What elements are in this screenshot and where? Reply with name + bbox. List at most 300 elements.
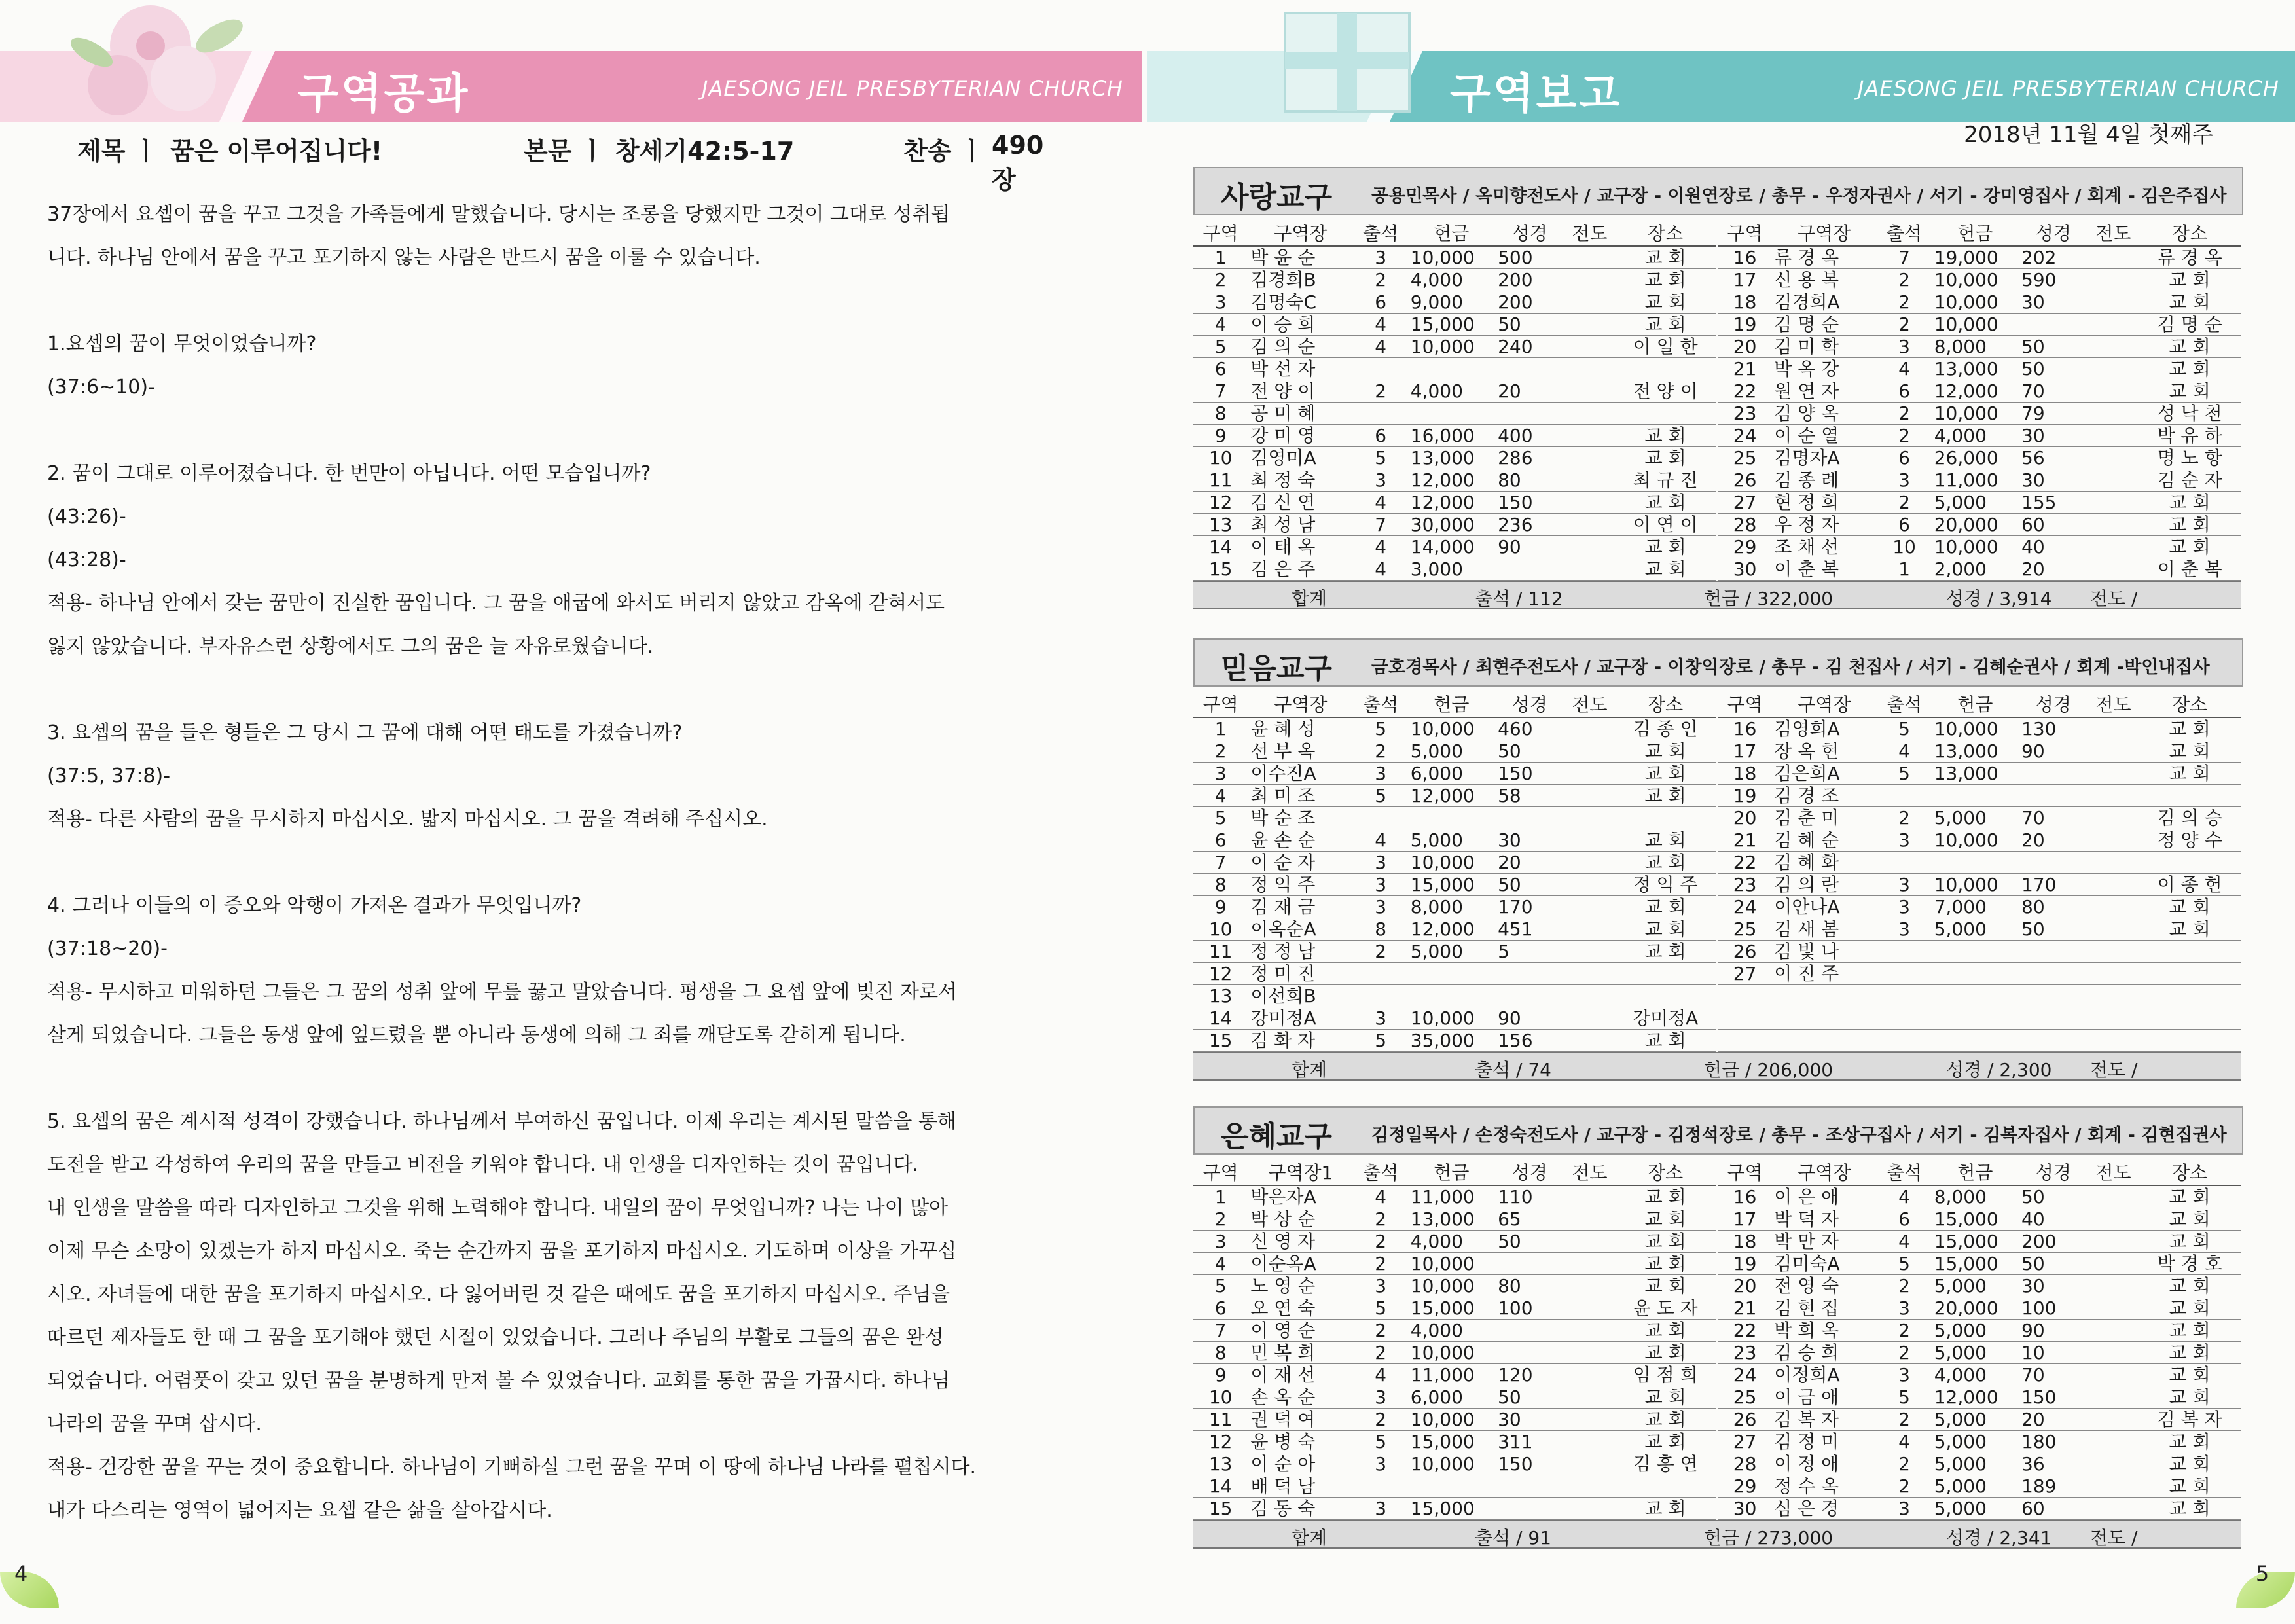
table-cell: 30 (2019, 1275, 2088, 1297)
column-header: 출석 (1877, 691, 1931, 717)
table-cell (1564, 1297, 1616, 1320)
table-cell: 14 (1193, 536, 1248, 558)
table-cell: 20,000 (1932, 514, 2019, 536)
table-cell: 김 의 란 (1771, 874, 1877, 896)
table-cell: 김 흥 연 (1615, 1453, 1717, 1475)
table-cell: 3 (1877, 918, 1931, 941)
table-cell: 2 (1353, 380, 1407, 403)
table-cell (2088, 1453, 2139, 1475)
table-cell: 3 (1353, 1007, 1407, 1030)
table-cell: 2 (1353, 1320, 1407, 1342)
table-cell: 2 (1877, 314, 1931, 336)
table-cell: 1 (1193, 246, 1248, 269)
table-cell: 1 (1877, 558, 1931, 581)
table-cell: 정 익 주 (1248, 874, 1353, 896)
column-header: 구역 (1193, 691, 1248, 717)
table-cell (1495, 1253, 1564, 1275)
table-cell: 교 회 (2139, 1386, 2241, 1409)
table-cell: 김 빛 나 (1771, 941, 1877, 963)
table-cell (1564, 1342, 1616, 1364)
table-cell: 3 (1877, 1364, 1931, 1386)
table-cell (1408, 1475, 1495, 1498)
table-cell: 우 정 자 (1771, 514, 1877, 536)
column-header: 전도 (2088, 219, 2139, 246)
table-cell: 22 (1717, 852, 1771, 874)
table-cell: 30 (1495, 829, 1564, 852)
hymn-number: 490장 (992, 131, 1044, 194)
table-cell: 90 (2019, 1320, 2088, 1342)
table-cell: 50 (2019, 918, 2088, 941)
table-cell (1495, 807, 1564, 829)
table-cell: 3 (1353, 469, 1407, 492)
lesson-line: 시오. 자녀들에 대한 꿈을 포기하지 마십시오. 다 잃어버린 것 같은 때에도 꿈을 포기하지 마십시오. 주님을 (47, 1283, 950, 1306)
district-table (1193, 691, 2241, 1052)
table-cell (2139, 852, 2241, 874)
table-row (1193, 763, 2241, 785)
table-cell: 김 의 순 (1248, 336, 1353, 358)
table-row (1193, 963, 2241, 985)
table-row (1193, 291, 2241, 314)
lesson-line: 되었습니다. 어렴풋이 갖고 있던 꿈을 분명하게 만져 볼 수 있었습니다. 교회를 통한 꿈을 가꿉시다. 하나님 (47, 1369, 950, 1392)
column-header: 장소 (2139, 219, 2241, 246)
table-cell (2088, 1431, 2139, 1453)
table-cell (1932, 1007, 2019, 1030)
table-cell: 교 회 (2139, 1453, 2241, 1475)
table-cell: 6 (1193, 358, 1248, 380)
table-cell: 3 (1193, 763, 1248, 785)
table-cell: 15 (1193, 1498, 1248, 1520)
table-cell: 311 (1495, 1431, 1564, 1453)
table-cell: 70 (2019, 1364, 2088, 1386)
table-cell: 4,000 (1408, 1320, 1495, 1342)
table-cell: 5,000 (1932, 1342, 2019, 1364)
table-cell (2139, 985, 2241, 1007)
table-cell (1564, 469, 1616, 492)
table-cell: 21 (1717, 829, 1771, 852)
table-cell (2019, 941, 2088, 963)
table-cell: 9 (1193, 896, 1248, 918)
table-cell: 2 (1877, 1342, 1931, 1364)
table-cell: 4 (1877, 1231, 1931, 1253)
table-cell (2088, 717, 2139, 740)
column-header: 헌금 (1932, 1159, 2019, 1185)
table-cell: 이 순 아 (1248, 1453, 1353, 1475)
table-cell: 교 회 (1615, 1030, 1717, 1052)
table-cell: 손 옥 순 (1248, 1386, 1353, 1409)
lesson-line: 적용- 무시하고 미워하던 그들은 그 꿈의 성취 앞에 무릎 꿇고 말았습니다. 평생을 그 요셉 앞에 빚진 자로서 (47, 981, 958, 1003)
table-cell (1615, 358, 1717, 380)
column-header: 성경 (1495, 691, 1564, 717)
table-row (1193, 1498, 2241, 1520)
table-cell (1564, 1364, 1616, 1386)
table-cell: 교 회 (1615, 558, 1717, 581)
column-header: 전도 (1564, 1159, 1616, 1185)
table-cell: 교 회 (1615, 314, 1717, 336)
table-cell (1717, 985, 1771, 1007)
table-cell (2088, 269, 2139, 291)
table-cell: 10,000 (1408, 1007, 1495, 1030)
table-cell: 26 (1717, 469, 1771, 492)
table-cell (2088, 985, 2139, 1007)
table-cell (1615, 807, 1717, 829)
table-cell (2019, 763, 2088, 785)
table-cell (1564, 1185, 1616, 1208)
column-header: 구역장 (1771, 219, 1877, 246)
table-cell: 5,000 (1408, 941, 1495, 963)
table-cell (2088, 1253, 2139, 1275)
table-cell: 이순옥A (1248, 1253, 1353, 1275)
column-header: 출석 (1353, 1159, 1407, 1185)
group-name: 사랑교구 (1221, 181, 1333, 214)
table-cell: 박 희 옥 (1771, 1320, 1877, 1342)
table-cell: 박 선 자 (1248, 358, 1353, 380)
table-cell: 전 양 이 (1248, 380, 1353, 403)
table-cell: 10,000 (1932, 717, 2019, 740)
table-cell: 6 (1877, 447, 1931, 469)
table-cell: 7 (1877, 246, 1931, 269)
table-cell (1877, 941, 1931, 963)
table-cell (2088, 852, 2139, 874)
table-row (1193, 1208, 2241, 1231)
table-cell: 60 (2019, 514, 2088, 536)
table-cell (1495, 358, 1564, 380)
table-cell: 6 (1193, 829, 1248, 852)
table-cell (1564, 1275, 1616, 1297)
table-cell (1495, 985, 1564, 1007)
table-cell (1564, 403, 1616, 425)
table-cell: 김 신 연 (1248, 492, 1353, 514)
table-cell: 이 재 선 (1248, 1364, 1353, 1386)
table-cell: 8,000 (1408, 896, 1495, 918)
table-cell: 1 (1193, 1185, 1248, 1208)
table-cell: 교 회 (1615, 763, 1717, 785)
table-cell: 170 (1495, 896, 1564, 918)
table-cell: 12 (1193, 492, 1248, 514)
table-cell: 김영미A (1248, 447, 1353, 469)
table-cell (1615, 1475, 1717, 1498)
table-cell (2088, 492, 2139, 514)
table-cell: 13,000 (1932, 358, 2019, 380)
table-cell: 4 (1353, 558, 1407, 581)
table-cell: 18 (1717, 763, 1771, 785)
table-cell: 26 (1717, 1409, 1771, 1431)
table-cell: 80 (1495, 469, 1564, 492)
column-header: 성경 (1495, 1159, 1564, 1185)
table-cell: 4 (1353, 492, 1407, 514)
table-cell: 500 (1495, 246, 1564, 269)
table-cell: 79 (2019, 403, 2088, 425)
table-cell: 30 (1717, 1498, 1771, 1520)
table-cell: 15,000 (1408, 1431, 1495, 1453)
table-cell: 5,000 (1408, 829, 1495, 852)
table-cell (1771, 1007, 1877, 1030)
table-cell: 7 (1193, 852, 1248, 874)
table-cell: 3 (1353, 1386, 1407, 1409)
table-row (1193, 336, 2241, 358)
table-cell (1564, 1409, 1616, 1431)
table-cell: 오 연 숙 (1248, 1297, 1353, 1320)
table-cell: 11 (1193, 941, 1248, 963)
table-cell: 10 (1193, 1386, 1248, 1409)
table-cell: 4 (1193, 314, 1248, 336)
table-cell: 전 영 숙 (1771, 1275, 1877, 1297)
table-cell: 9 (1193, 1364, 1248, 1386)
group-name: 은혜교구 (1221, 1120, 1333, 1153)
text-label: 본문 ㅣ (524, 137, 605, 166)
table-cell (1564, 1030, 1616, 1052)
column-header: 구역장1 (1248, 1159, 1353, 1185)
table-cell: 정 미 진 (1248, 963, 1353, 985)
total-label: 합계 (1292, 588, 1328, 609)
lesson-line: 3. 요셉의 꿈을 들은 형들은 그 당시 그 꿈에 대해 어떤 태도를 가졌습니까? (47, 721, 683, 744)
table-cell: 김명자A (1771, 447, 1877, 469)
table-cell: 50 (2019, 1185, 2088, 1208)
column-header: 전도 (2088, 691, 2139, 717)
table-cell (1564, 985, 1616, 1007)
table-cell: 3 (1353, 896, 1407, 918)
lesson-line: 4. 그러나 이들의 이 증오와 악행이 가져온 결과가 무엇입니까? (47, 894, 582, 917)
table-cell: 5 (1877, 1386, 1931, 1409)
gift-box-icon (1246, 0, 1462, 124)
table-cell: 21 (1717, 1297, 1771, 1320)
table-row (1193, 314, 2241, 336)
table-row (1193, 1453, 2241, 1475)
table-cell (1564, 246, 1616, 269)
table-cell: 27 (1717, 492, 1771, 514)
table-cell (1564, 492, 1616, 514)
table-cell (1564, 380, 1616, 403)
table-cell (2088, 1297, 2139, 1320)
table-cell: 26 (1717, 941, 1771, 963)
table-cell: 이옥순A (1248, 918, 1353, 941)
table-cell (1353, 403, 1407, 425)
table-row (1193, 358, 2241, 380)
group-title-bar (1193, 638, 2243, 687)
table-cell: 17 (1717, 269, 1771, 291)
table-cell (2088, 469, 2139, 492)
table-cell (2088, 536, 2139, 558)
table-cell: 19 (1717, 785, 1771, 807)
table-cell: 교 회 (1615, 918, 1717, 941)
table-cell: 10,000 (1932, 269, 2019, 291)
table-cell (1564, 447, 1616, 469)
table-cell: 배 덕 남 (1248, 1475, 1353, 1498)
table-cell: 3 (1877, 469, 1931, 492)
table-cell (2088, 829, 2139, 852)
table-cell (1717, 1007, 1771, 1030)
table-cell: 7 (1193, 1320, 1248, 1342)
table-cell: 30 (2019, 291, 2088, 314)
table-cell (1615, 985, 1717, 1007)
table-cell: 10,000 (1932, 874, 2019, 896)
table-cell (1353, 807, 1407, 829)
table-cell: 19 (1717, 1253, 1771, 1275)
table-cell: 이안나A (1771, 896, 1877, 918)
table-cell: 6 (1877, 1208, 1931, 1231)
table-cell: 100 (2019, 1297, 2088, 1320)
table-cell: 김 순 자 (2139, 469, 2241, 492)
table-cell: 10 (1193, 447, 1248, 469)
table-cell: 5,000 (1932, 1475, 2019, 1498)
table-cell: 12 (1193, 963, 1248, 985)
table-cell: 김 화 자 (1248, 1030, 1353, 1052)
table-cell: 150 (2019, 1386, 2088, 1409)
table-cell: 10,000 (1408, 1253, 1495, 1275)
table-cell: 박은자A (1248, 1185, 1353, 1208)
table-cell: 5 (1877, 763, 1931, 785)
table-cell (2088, 1364, 2139, 1386)
table-cell (1564, 896, 1616, 918)
table-cell: 김 동 숙 (1248, 1498, 1353, 1520)
table-cell: 김명숙C (1248, 291, 1353, 314)
table-cell: 50 (1495, 874, 1564, 896)
table-cell: 56 (2019, 447, 2088, 469)
lesson-line: 도전을 받고 각성하여 우리의 꿈을 만들고 비전을 키워야 합니다. 내 인생을 디자인하는 것이 꿈입니다. (47, 1153, 919, 1176)
table-cell (1495, 1320, 1564, 1342)
table-cell: 4 (1353, 336, 1407, 358)
total-evangelism: 전도 / (2090, 1527, 2138, 1549)
flower-decoration-icon (52, 0, 268, 124)
table-cell: 이 연 이 (1615, 514, 1717, 536)
table-cell: 5,000 (1932, 1431, 2019, 1453)
table-cell: 30,000 (1408, 514, 1495, 536)
table-cell: 교 회 (2139, 336, 2241, 358)
table-cell: 현 정 희 (1771, 492, 1877, 514)
table-cell: 30 (1495, 1409, 1564, 1431)
table-cell: 156 (1495, 1030, 1564, 1052)
table-cell (1717, 1030, 1771, 1052)
table-row (1193, 1475, 2241, 1498)
table-cell: 4 (1353, 1185, 1407, 1208)
table-cell: 40 (2019, 536, 2088, 558)
table-cell: 12 (1193, 1431, 1248, 1453)
table-cell (2088, 1386, 2139, 1409)
table-cell: 박 유 하 (2139, 425, 2241, 447)
table-row (1193, 1030, 2241, 1052)
table-row (1193, 536, 2241, 558)
table-row (1193, 1297, 2241, 1320)
table-cell: 2 (1353, 941, 1407, 963)
table-cell: 9 (1193, 425, 1248, 447)
column-header: 장소 (1615, 1159, 1717, 1185)
group-staff: 김정일목사 / 손정숙전도사 / 교구장 - 김정석장로 / 총무 - 조상구집사 / 서기 - 김복자집사 / 회계 - 김현집권사 (1371, 1125, 2227, 1146)
column-header: 출석 (1353, 219, 1407, 246)
table-cell: 50 (1495, 1386, 1564, 1409)
total-attendance: 출석 / 112 (1475, 588, 1563, 609)
table-cell: 10,000 (1408, 1275, 1495, 1297)
table-cell: 202 (2019, 246, 2088, 269)
table-cell: 13,000 (1408, 1208, 1495, 1231)
table-cell: 13 (1193, 514, 1248, 536)
table-cell: 민 복 희 (1248, 1342, 1353, 1364)
table-cell: 5 (1353, 1297, 1407, 1320)
table-row (1193, 269, 2241, 291)
table-cell: 15,000 (1932, 1208, 2019, 1231)
table-cell (2088, 447, 2139, 469)
table-cell (1495, 558, 1564, 581)
table-cell: 4 (1193, 785, 1248, 807)
table-cell: 교 회 (2139, 514, 2241, 536)
table-cell: 13,000 (1932, 740, 2019, 763)
table-cell: 김은희A (1771, 763, 1877, 785)
table-cell: 윤 혜 성 (1248, 717, 1353, 740)
table-cell: 4,000 (1408, 1231, 1495, 1253)
table-cell: 최 미 조 (1248, 785, 1353, 807)
table-cell: 4 (1353, 829, 1407, 852)
table-cell: 교 회 (2139, 1320, 2241, 1342)
table-cell: 김 춘 미 (1771, 807, 1877, 829)
table-cell: 20 (2019, 1409, 2088, 1431)
table-cell: 8 (1353, 918, 1407, 941)
table-cell: 3 (1353, 1275, 1407, 1297)
table-cell: 김 미 학 (1771, 336, 1877, 358)
column-header: 장소 (2139, 1159, 2241, 1185)
total-row (1193, 1052, 2241, 1081)
table-cell: 9,000 (1408, 291, 1495, 314)
table-cell: 11,000 (1932, 469, 2019, 492)
table-cell: 4 (1877, 740, 1931, 763)
column-header: 구역장 (1771, 1159, 1877, 1185)
table-cell: 4 (1193, 1253, 1248, 1275)
table-cell: 성 낙 천 (2139, 403, 2241, 425)
table-cell (2088, 1409, 2139, 1431)
title-label: 제목 ㅣ (77, 137, 158, 166)
table-cell: 6,000 (1408, 763, 1495, 785)
table-cell (1564, 740, 1616, 763)
total-offering: 헌금 / 206,000 (1704, 1059, 1834, 1081)
table-cell: 교 회 (2139, 1185, 2241, 1208)
table-cell: 26,000 (1932, 447, 2019, 469)
table-cell: 이 태 옥 (1248, 536, 1353, 558)
total-offering: 헌금 / 322,000 (1704, 588, 1834, 609)
table-cell (1564, 874, 1616, 896)
table-cell (2088, 380, 2139, 403)
table-cell (2088, 1498, 2139, 1520)
column-header: 헌금 (1408, 691, 1495, 717)
table-cell: 김 경 조 (1771, 785, 1877, 807)
total-bible: 성경 / 3,914 (1946, 588, 2052, 609)
table-cell: 교 회 (2139, 358, 2241, 380)
table-cell: 10,000 (1932, 536, 2019, 558)
table-row (1193, 447, 2241, 469)
table-cell: 윤 손 순 (1248, 829, 1353, 852)
table-cell: 4 (1353, 314, 1407, 336)
table-cell: 최 성 남 (1248, 514, 1353, 536)
table-cell: 교 회 (1615, 425, 1717, 447)
table-cell: 8 (1193, 403, 1248, 425)
table-cell: 27 (1717, 1431, 1771, 1453)
table-cell (1495, 1342, 1564, 1364)
table-cell: 이 승 희 (1248, 314, 1353, 336)
table-cell: 10,000 (1932, 314, 2019, 336)
table-cell (2088, 1231, 2139, 1253)
table-cell: 교 회 (1615, 896, 1717, 918)
table-cell: 90 (2019, 740, 2088, 763)
table-row (1193, 558, 2241, 581)
scripture-reference: 창세기42:5-17 (615, 137, 795, 166)
table-cell: 교 회 (1615, 1275, 1717, 1297)
district-table (1193, 219, 2241, 581)
church-name: JAESONG JEIL PRESBYTERIAN CHURCH (1858, 76, 2279, 101)
table-cell: 교 회 (2139, 1342, 2241, 1364)
lesson-line: (37:18~20)- (47, 937, 168, 960)
table-cell: 10,000 (1408, 717, 1495, 740)
table-cell: 25 (1717, 918, 1771, 941)
table-cell: 김 복 자 (2139, 1409, 2241, 1431)
table-cell (1564, 807, 1616, 829)
table-cell (1564, 1208, 1616, 1231)
table-cell (2088, 1185, 2139, 1208)
